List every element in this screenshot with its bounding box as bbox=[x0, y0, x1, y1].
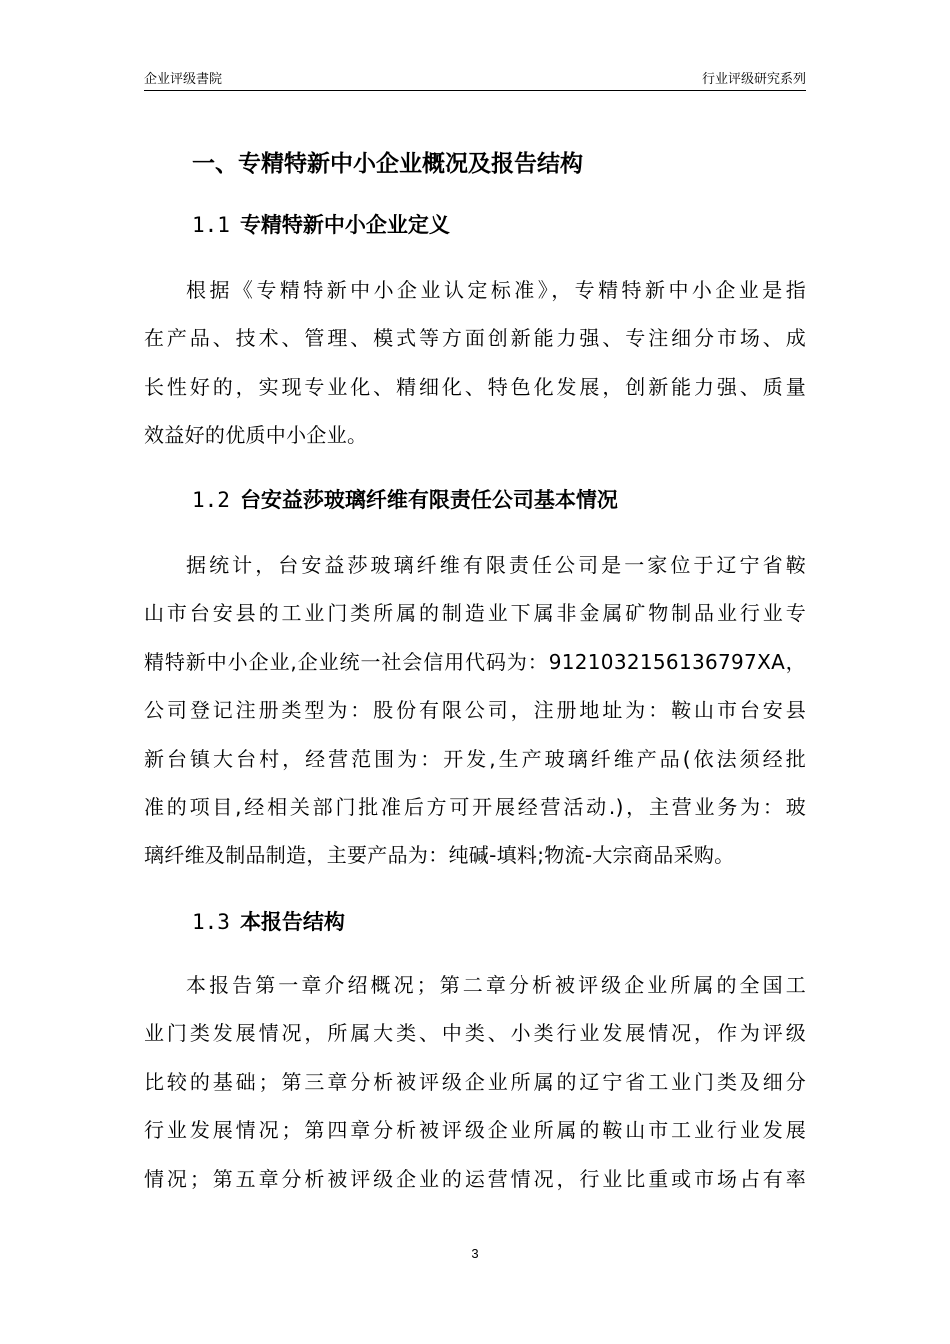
section-number: 1.2 bbox=[192, 488, 230, 512]
paragraph-line: 新台镇大台村，经营范围为：开发,生产玻璃纤维产品(依法须经批 bbox=[144, 746, 806, 771]
header-left-text: 企业评级書院 bbox=[144, 71, 223, 86]
section-title: 台安益莎玻璃纤维有限责任公司基本情况 bbox=[239, 488, 618, 512]
section-heading-1-3 bbox=[192, 904, 345, 940]
paragraph-line: 比较的基础；第三章分析被评级企业所属的辽宁省工业门类及细分 bbox=[144, 1069, 806, 1094]
paragraph-line: 准的项目,经相关部门批准后方可开展经营活动.)，主营业务为：玻 bbox=[144, 795, 806, 820]
paragraph-line: 情况；第五章分析被评级企业的运营情况，行业比重或市场占有率 bbox=[144, 1166, 806, 1191]
header-right-text: 行业评级研究系列 bbox=[701, 71, 806, 86]
paragraph-line: 公司登记注册类型为：股份有限公司，注册地址为：鞍山市台安县 bbox=[144, 698, 806, 723]
section-number: 1.1 bbox=[192, 213, 230, 237]
section-title: 本报告结构 bbox=[239, 910, 345, 934]
section-body-1-2 bbox=[144, 541, 806, 880]
section-heading-1-2 bbox=[192, 482, 618, 518]
section-body-1-3 bbox=[144, 961, 806, 1203]
paragraph-line: 效益好的优质中小企业。 bbox=[144, 423, 368, 448]
section-body-1-1 bbox=[144, 266, 806, 460]
paragraph-line: 精特新中小企业,企业统一社会信用代码为：9121032156136797XA， bbox=[144, 649, 806, 674]
section-number: 1.3 bbox=[192, 910, 230, 934]
paragraph-line: 本报告第一章介绍概况；第二章分析被评级企业所属的全国工 bbox=[186, 973, 806, 997]
chapter-title: 一、专精特新中小企业概况及报告结构 bbox=[192, 151, 583, 177]
paragraph-line: 在产品、技术、管理、模式等方面创新能力强、专注细分市场、成 bbox=[144, 326, 806, 351]
paragraph-line: 长性好的，实现专业化、精细化、特色化发展，创新能力强、质量 bbox=[144, 374, 806, 399]
section-heading-1-1 bbox=[192, 207, 450, 243]
paragraph-line: 山市台安县的工业门类所属的制造业下属非金属矿物制品业行业专 bbox=[144, 601, 806, 626]
page-header bbox=[144, 68, 806, 91]
paragraph-line: 据统计，台安益莎玻璃纤维有限责任公司是一家位于辽宁省鞍 bbox=[186, 553, 806, 577]
section-title: 专精特新中小企业定义 bbox=[239, 213, 450, 237]
paragraph-line: 业门类发展情况，所属大类、中类、小类行业发展情况，作为评级 bbox=[144, 1021, 806, 1046]
page-number: 3 bbox=[471, 1246, 479, 1261]
paragraph-line: 璃纤维及制品制造，主要产品为：纯碱-填料;物流-大宗商品采购。 bbox=[144, 843, 735, 868]
paragraph-line: 根据《专精特新中小企业认定标准》，专精特新中小企业是指 bbox=[186, 278, 806, 302]
paragraph-line: 行业发展情况；第四章分析被评级企业所属的鞍山市工业行业发展 bbox=[144, 1118, 806, 1143]
